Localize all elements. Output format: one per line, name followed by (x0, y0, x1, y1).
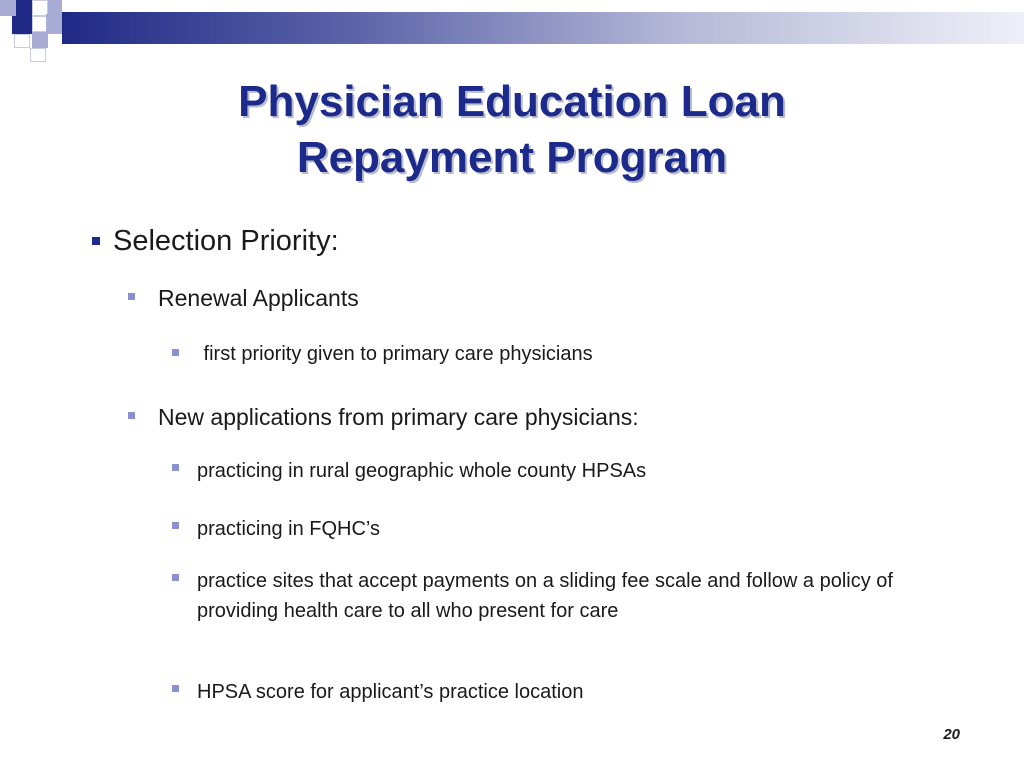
bullet-rural (172, 456, 646, 486)
bullet-text: practicing in FQHC’s (197, 518, 381, 540)
bullet-text: practice sites that accept payments on a sliding fee scale and follow a policy of providing health care to all who present for care (197, 570, 893, 622)
bullet-renewal-applicants (128, 284, 359, 312)
bullet-selection-priority (92, 224, 339, 258)
corner-square-8 (14, 34, 30, 48)
bullet-text: first priority given to primary care physicians (198, 343, 593, 365)
bullet-text: Renewal Applicants (158, 285, 359, 311)
bullet-sliding-fee (172, 566, 897, 626)
square-bullet-icon (128, 293, 135, 300)
bullet-text: practicing in rural geographic whole county HPSAs (197, 460, 647, 482)
title-line-2: Repayment Program (296, 133, 728, 182)
square-bullet-icon (172, 574, 179, 581)
title-line-1: Physician Education Loan (238, 77, 786, 126)
square-bullet-icon (172, 522, 179, 529)
corner-square-7 (46, 14, 62, 34)
header-gradient-bar (62, 12, 1024, 44)
corner-square-9 (32, 32, 48, 48)
bullet-text: HPSA score for applicant’s practice location (197, 681, 584, 703)
square-bullet-icon (172, 685, 179, 692)
square-bullet-icon (128, 412, 135, 419)
corner-square-10 (30, 48, 46, 62)
corner-square-1 (0, 0, 16, 16)
bullet-hpsa-score (172, 677, 584, 707)
bullet-text: New applications from primary care physicians: (158, 404, 639, 430)
slide-title (0, 74, 1024, 186)
bullet-new-applications (128, 403, 639, 431)
corner-square-5 (12, 16, 32, 34)
square-bullet-icon (92, 237, 100, 245)
page-number: 20 (943, 726, 960, 743)
corner-square-2 (16, 0, 32, 16)
bullet-text: Selection Priority: (113, 225, 339, 257)
bullet-fqhc (172, 514, 380, 544)
square-bullet-icon (172, 349, 179, 356)
square-bullet-icon (172, 464, 179, 471)
bullet-first-priority (172, 339, 593, 369)
